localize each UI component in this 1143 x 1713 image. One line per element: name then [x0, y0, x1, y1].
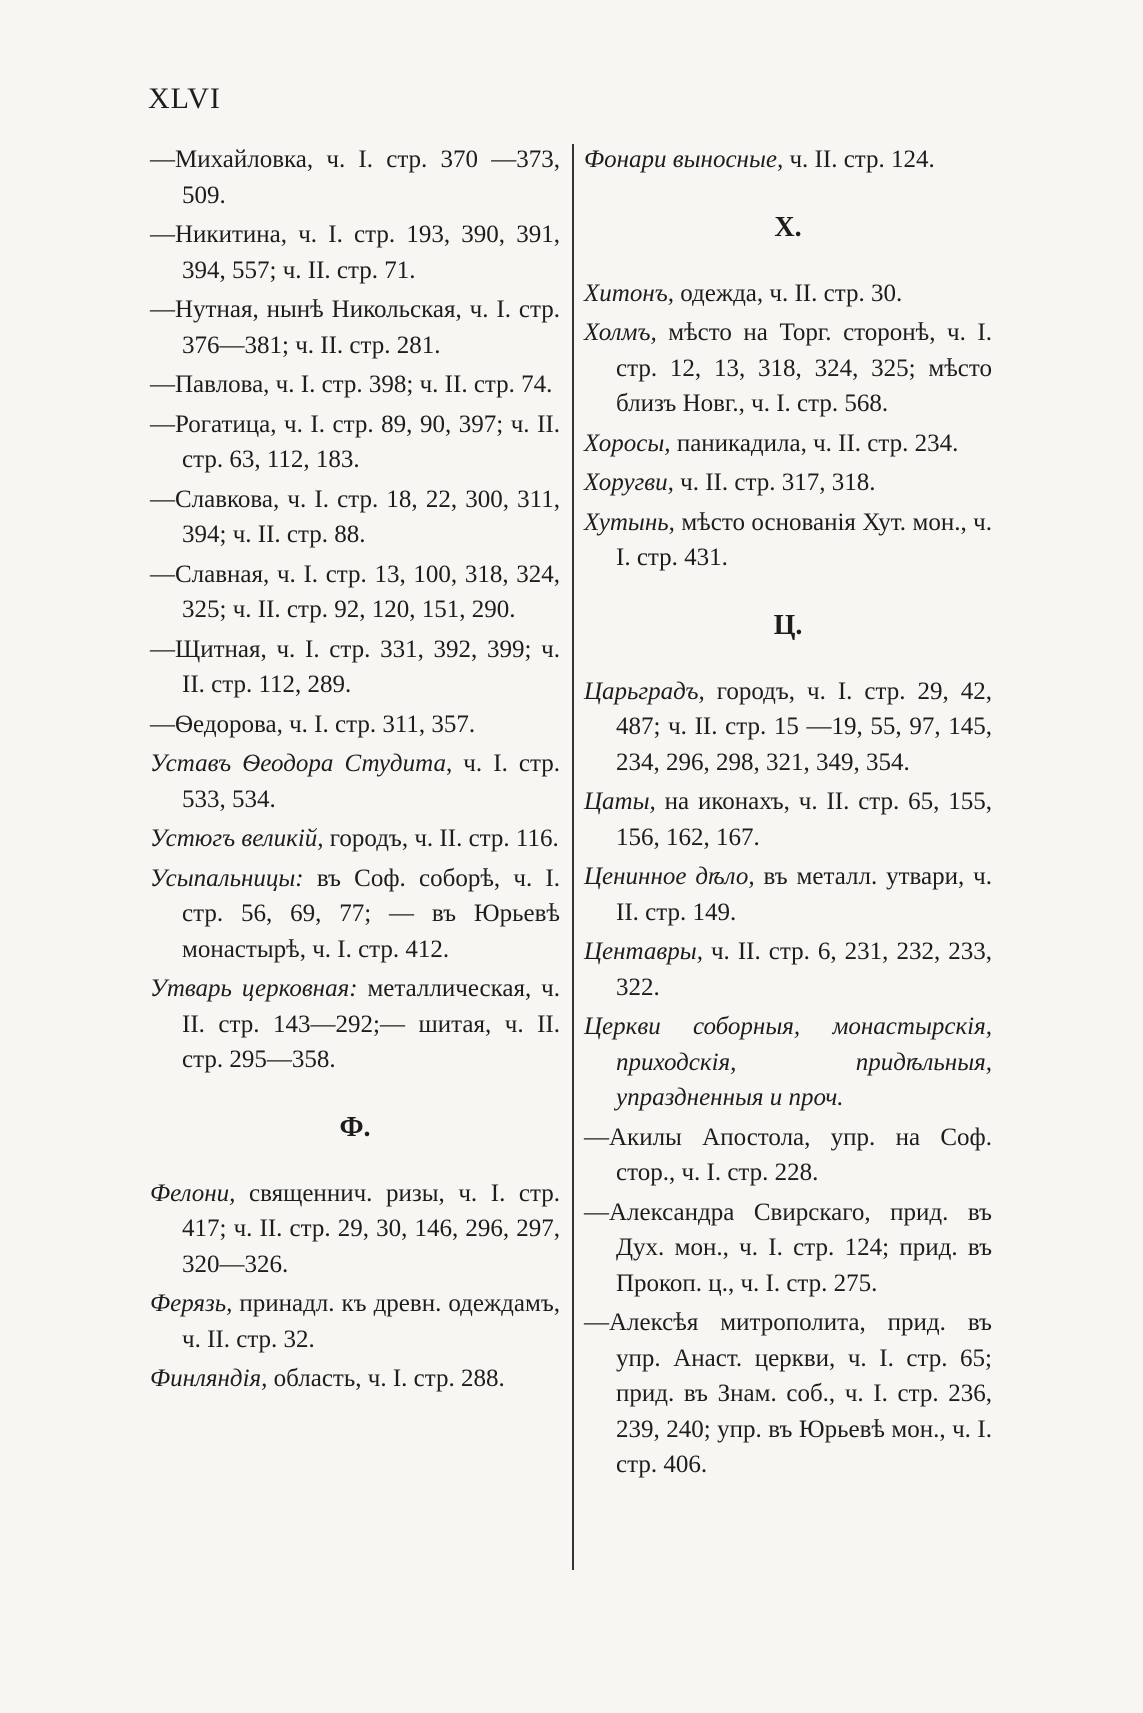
entry-text: мѣсто на Торг. сторонѣ, ч. I. стр. 12, 13, 318, 324, 325; мѣсто близъ Новг., ч. I. стр. 568.	[616, 319, 992, 417]
entries-top	[584, 142, 992, 178]
index-entry	[584, 315, 992, 422]
index-entry	[150, 407, 560, 478]
entry-headword: Цаты,	[584, 788, 656, 815]
entry-headword: Фелони,	[150, 1179, 236, 1207]
page-number: XLVI	[148, 82, 221, 115]
index-entry	[584, 674, 992, 781]
column-divider	[572, 144, 574, 1570]
index-entry	[150, 746, 560, 817]
index-entry	[584, 934, 992, 1005]
entry-text: —Акилы Апостола, упр. на Соф. стор., ч. I. стр. 228.	[584, 1123, 992, 1186]
index-entry	[150, 367, 560, 403]
entry-text: городъ, ч. II. стр. 116.	[323, 825, 559, 852]
entries-kh	[584, 276, 992, 576]
index-entry	[150, 1176, 560, 1283]
entry-text: —Алексѣя митрополита, прид. въ упр. Анаст. церкви, ч. I. стр. 65; прид. въ Знам. соб., ч. I. стр. 236, 239, 240; упр. въ Юрьевѣ мон., ч. I. стр. 406.	[584, 1309, 992, 1478]
index-entry	[584, 142, 992, 178]
index-entry	[584, 1195, 992, 1302]
entry-headword: Церкви соборныя, монастырскія, приходскія, придѣльныя, упраздненныя и проч.	[584, 1013, 992, 1111]
index-entry	[584, 859, 992, 930]
entry-text: на иконахъ, ч. II. стр. 65, 155, 156, 162, 167.	[616, 788, 992, 851]
entry-headword: Хоросы,	[584, 429, 671, 457]
entry-text: —Нутная, нынѣ Никольская, ч. I. стр. 376—381; ч. II. стр. 281.	[150, 296, 560, 359]
entry-text: —Щитная, ч. I. стр. 331, 392, 399; ч. II. стр. 112, 289.	[150, 635, 560, 698]
entry-text: —Славкова, ч. I. стр. 18, 22, 300, 311, 394; ч. II. стр. 88.	[150, 485, 560, 548]
entry-text: , ч. I. стр. 533, 534.	[182, 750, 560, 813]
entry-headword: Утварь церковная:	[150, 975, 358, 1002]
entry-text: —Славная, ч. I. стр. 13, 100, 318, 324, 325; ч. II. стр. 92, 120, 151, 290.	[150, 560, 560, 623]
index-entry	[150, 861, 560, 968]
entry-text: ч. II. стр. 317, 318.	[673, 469, 876, 496]
entry-headword: Хоругви,	[584, 469, 674, 496]
entry-text: мѣсто основанія Хут. мон., ч. I. стр. 431.	[616, 508, 992, 571]
index-entry	[150, 482, 560, 553]
letter-heading-kh: Х.	[774, 211, 802, 243]
index-entry	[584, 426, 992, 462]
entry-text: одежда, ч. II. стр. 30.	[673, 279, 903, 307]
entry-headword: Уставъ Ѳеодора Студита	[150, 750, 446, 777]
entries-b	[150, 746, 560, 1078]
entry-headword: Хутынь,	[584, 508, 675, 536]
entry-text: —Александра Свирскаго, прид. въ Дух. мон., ч. I. стр. 124; прид. въ Прокоп. ц., ч. I. стр. 275.	[584, 1198, 992, 1297]
index-entry	[584, 784, 992, 855]
entries-a	[150, 142, 560, 742]
index-entry	[150, 1361, 560, 1397]
index-entry	[584, 505, 992, 576]
entry-text: —Рогатица, ч. I. стр. 89, 90, 397; ч. II. стр. 63, 112, 183.	[150, 410, 560, 473]
entry-text: —Павлова, ч. I. стр. 398; ч. II. стр. 74.	[150, 371, 553, 398]
entry-headword: Ферязь,	[150, 1290, 233, 1317]
entry-text: паникадила, ч. II. стр. 234.	[670, 429, 959, 457]
index-entry	[150, 142, 560, 213]
letter-heading-f: Ф.	[339, 1111, 371, 1143]
index-entry	[150, 557, 560, 628]
entry-headword: Царьградъ,	[584, 677, 705, 705]
index-entry	[150, 821, 560, 857]
entry-text: —Никитина, ч. I. стр. 193, 390, 391, 394, 557; ч. II. стр. 71.	[150, 221, 560, 284]
entry-text: священнич. ризы, ч. I. стр. 417; ч. II. стр. 29, 30, 146, 296, 297, 320—326.	[182, 1179, 560, 1278]
right-column	[584, 142, 992, 1487]
entry-text: —Михайловка, ч. I. стр. 370 —373, 509.	[150, 146, 560, 209]
index-entry	[150, 1286, 560, 1357]
entry-text: въ металл. утвари, ч. II. стр. 149.	[616, 863, 992, 926]
entry-text: принадл. къ древн. одеждамъ, ч. II. стр. 32.	[182, 1290, 560, 1353]
index-entry	[150, 292, 560, 363]
entry-headword: Хитонъ,	[584, 279, 674, 307]
entries-ts	[584, 674, 992, 1116]
entries-f	[150, 1176, 560, 1397]
letter-heading-ts: Ц.	[773, 609, 803, 641]
entry-text: —Ѳедорова, ч. I. стр. 311, 357.	[150, 710, 476, 738]
entry-headword: Усыпальницы:	[150, 864, 304, 892]
entry-text: городъ, ч. I. стр. 29, 42, 487; ч. II. стр. 15 —19, 55, 97, 145, 234, 296, 298, 321, 349, 354.	[616, 677, 992, 776]
index-entry	[150, 971, 560, 1078]
entries-ts-sub	[584, 1120, 992, 1483]
entry-headword: Центавры,	[584, 938, 703, 965]
index-entry	[584, 1305, 992, 1483]
entry-headword: Фонари выносные,	[584, 146, 784, 173]
index-entry	[150, 217, 560, 288]
index-entry	[584, 1120, 992, 1191]
index-entry	[150, 632, 560, 703]
entry-headword: Финляндія,	[150, 1365, 268, 1392]
index-entry	[150, 707, 560, 743]
entry-text: металлическая, ч. II. стр. 143—292;— шитая, ч. II. стр. 295—358.	[182, 975, 560, 1073]
entry-text: ч. II. стр. 6, 231, 232, 233, 322.	[616, 938, 992, 1001]
entry-text: въ Соф. соборѣ, ч. I. стр. 56, 69, 77; — въ Юрьевѣ монастырѣ, ч. I. стр. 412.	[182, 864, 560, 963]
entry-headword: Холмъ,	[584, 319, 657, 346]
entry-text: область, ч. I. стр. 288.	[267, 1365, 505, 1392]
entry-headword: Ценинное дѣло,	[584, 863, 755, 890]
index-entry	[584, 465, 992, 501]
entry-headword: Устюгъ великій,	[150, 825, 324, 852]
index-entry	[584, 276, 992, 312]
left-column	[150, 142, 560, 1401]
entry-text: ч. II. стр. 124.	[783, 146, 935, 173]
index-entry	[584, 1009, 992, 1116]
